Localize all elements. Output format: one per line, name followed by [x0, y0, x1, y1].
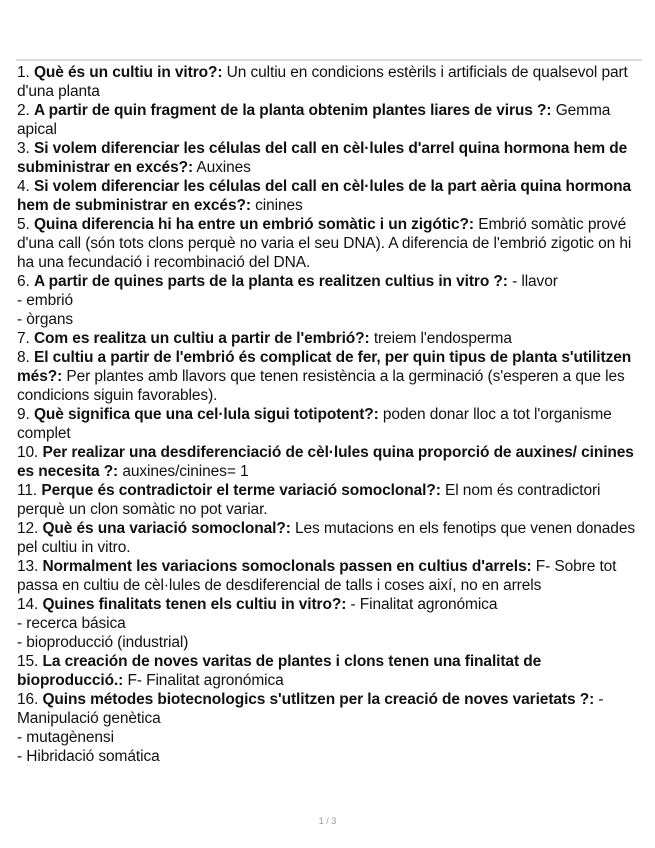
- question-number: 9.: [17, 406, 30, 423]
- question-text: La creación de noves varitas de plantes i clons tenen una finalitat de bioproducció.:: [17, 653, 542, 689]
- question-text: Quins métodes biotecnologics s'utlitzen per la creació de noves varietats ?:: [42, 691, 595, 708]
- question-text: Què és un cultiu in vitro?:: [33, 64, 223, 81]
- question-line: [17, 652, 641, 690]
- question-text: Quines finalitats tenen els cultiu in vitro?:: [42, 596, 347, 613]
- answer-list-item: - òrgans: [17, 311, 74, 328]
- answer-list-item: - mutagènensi: [17, 729, 114, 746]
- question-number: 6.: [17, 273, 30, 290]
- question-line: [17, 557, 641, 595]
- question-item: [17, 177, 641, 215]
- question-text: Què significa que una cel·lula sigui totipotent?:: [33, 406, 379, 423]
- question-number: 14.: [17, 596, 39, 613]
- question-text: A partir de quin fragment de la planta obtenim plantes liares de virus ?:: [33, 102, 552, 119]
- question-text: A partir de quines parts de la planta es realitzen cultius in vitro ?:: [33, 273, 508, 290]
- question-line: [17, 139, 641, 177]
- question-line: [17, 101, 641, 139]
- page-number: 1 / 3: [318, 816, 337, 826]
- question-item: [17, 215, 641, 272]
- answer-text: F- Sobre tot passa en cultiu de cèl·lules de desdiferencial de talls i coses així, no en arrels: [17, 558, 617, 594]
- question-item: [17, 690, 641, 766]
- question-number: 3.: [17, 140, 30, 157]
- answer-text: - Manipulació genètica: [17, 691, 604, 727]
- answer-text: Embrió somàtic prové d'una call (són tots clons perquè no varia el seu DNA). A diferencia de l'embrió zigotic on hi ha una fecundació i recombinació del DNA.: [17, 216, 632, 271]
- question-text: El cultiu a partir de l'embrió és complicat de fer, per quin tipus de planta s'utilitzen més?:: [17, 349, 632, 385]
- question-number: 7.: [17, 330, 30, 347]
- answer-list-item: - bioproducció (industrial): [17, 634, 189, 651]
- answer-text: F- Finalitat agronómica: [127, 672, 284, 689]
- question-number: 13.: [17, 558, 39, 575]
- question-text: Què és una variació somoclonal?:: [42, 520, 291, 537]
- question-line: [17, 272, 641, 291]
- question-item: [17, 595, 641, 652]
- question-text: Quina diferencia hi ha entre un embrió somàtic i un zigótic?:: [33, 216, 474, 233]
- question-number: 16.: [17, 691, 39, 708]
- question-item: [17, 101, 641, 139]
- answer-text: auxines/cinines= 1: [122, 463, 249, 480]
- answer-text: treiem l'endosperma: [373, 330, 512, 347]
- answer-text: - Finalitat agronómica: [350, 596, 498, 613]
- question-number: 15.: [17, 653, 39, 670]
- question-item: [17, 63, 641, 101]
- question-number: 1.: [17, 64, 30, 81]
- question-text: Si volem diferenciar les células del call en cèl·lules d'arrel quina hormona hem de subministrar en excés?:: [17, 140, 628, 176]
- question-text: Si volem diferenciar les células del call en cèl·lules de la part aèria quina hormona hem de subministrar en excés?:: [17, 178, 632, 214]
- answer-text: Les mutacions en els fenotips que venen donades pel cultiu in vitro.: [17, 520, 636, 556]
- question-item: [17, 557, 641, 595]
- header-divider: [16, 59, 642, 61]
- question-line: [17, 63, 641, 101]
- question-item: [17, 652, 641, 690]
- question-line: [17, 690, 641, 728]
- question-text: Perque és contradictoir el terme variació somoclonal?:: [41, 482, 441, 499]
- question-item: [17, 348, 641, 405]
- question-item: [17, 481, 641, 519]
- question-text: Com es realitza un cultiu a partir de l'embrió?:: [33, 330, 370, 347]
- question-item: [17, 443, 641, 481]
- question-line: [17, 519, 641, 557]
- question-item: [17, 405, 641, 443]
- question-number: 12.: [17, 520, 39, 537]
- question-line: [17, 348, 641, 405]
- answer-text: - llavor: [512, 273, 558, 290]
- answer-list-item: - recerca básica: [17, 615, 126, 632]
- question-line: [17, 481, 641, 519]
- question-line: [17, 329, 641, 348]
- question-item: [17, 272, 641, 329]
- question-number: 4.: [17, 178, 30, 195]
- document-body: [17, 63, 641, 766]
- question-item: [17, 519, 641, 557]
- question-text: Per realizar una desdiferenciació de cèl·lules quina proporció de auxines/ cinines es necesita ?:: [17, 444, 634, 480]
- answer-text: Gemma apical: [17, 102, 611, 138]
- question-number: 2.: [17, 102, 30, 119]
- answer-text: poden donar lloc a tot l'organisme complet: [17, 406, 612, 442]
- question-number: 8.: [17, 349, 30, 366]
- question-number: 11.: [17, 482, 38, 499]
- answer-list-item: - Hibridació somática: [17, 748, 160, 765]
- question-number: 5.: [17, 216, 30, 233]
- question-line: [17, 177, 641, 215]
- question-line: [17, 595, 641, 614]
- answer-text: Auxines: [196, 159, 251, 176]
- question-line: [17, 443, 641, 481]
- question-item: [17, 139, 641, 177]
- answer-list-item: - embrió: [17, 292, 74, 309]
- question-text: Normalment les variacions somoclonals passen en cultius d'arrels:: [42, 558, 532, 575]
- question-item: [17, 329, 641, 348]
- answer-text: El nom és contradictori perquè un clon somàtic no pot variar.: [17, 482, 601, 518]
- answer-text: Per plantes amb llavors que tenen resistència a la germinació (s'esperen a que les condicions siguin favorables).: [17, 368, 625, 404]
- question-line: [17, 405, 641, 443]
- question-number: 10.: [17, 444, 39, 461]
- answer-text: cinines: [255, 197, 303, 214]
- question-line: [17, 215, 641, 272]
- answer-text: Un cultiu en condicions estèrils i artificials de qualsevol part d'una planta: [17, 64, 628, 100]
- question-list: [17, 63, 641, 766]
